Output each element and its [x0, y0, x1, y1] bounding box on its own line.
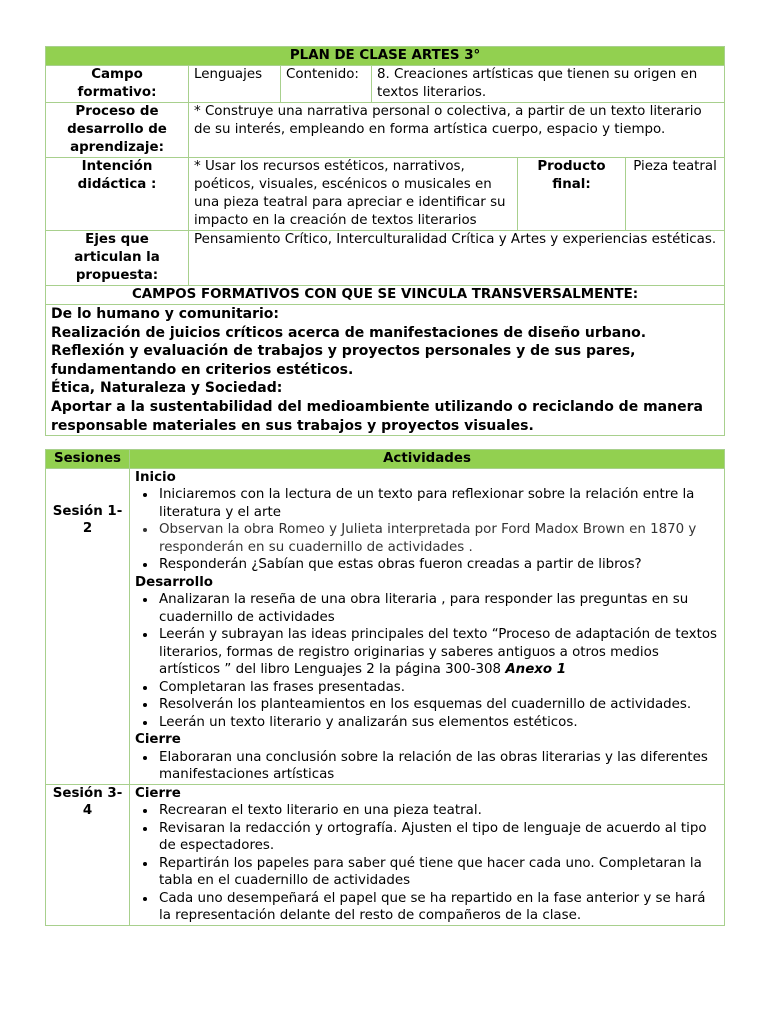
sessions-table [45, 449, 725, 926]
col-sesiones: Sesiones [46, 450, 130, 469]
list-item: • Recrearan el texto literario en una pieza teatral. [157, 802, 719, 820]
session-1-label [46, 468, 130, 784]
session-2-activities [130, 784, 725, 925]
list-item: • Repartirán los papeles para saber qué tiene que hacer cada uno. Completaran la tabla en el cuadernillo de actividades [157, 855, 719, 890]
campos-header: CAMPOS FORMATIVOS CON QUE SE VINCULA TRANSVERSALMENTE: [46, 286, 725, 305]
intencion-label: Intención didáctica : [46, 158, 189, 231]
session-2-label-text: Sesión 3-4 [52, 785, 123, 818]
anexo-label: Anexo 1 [505, 662, 567, 677]
list-item: • Analizaran la reseña de una obra literaria , para responder las preguntas en su cuadernillo de actividades [157, 591, 719, 626]
proceso-value: * Construye una narrativa personal o colectiva, a partir de un texto literario de su interés, empleando en forma artística cuerpo, espacio y tiempo. [189, 103, 725, 158]
list-item: • Completaran las frases presentadas. [157, 679, 719, 697]
list-item [157, 626, 719, 679]
producto-value: Pieza teatral [626, 158, 725, 231]
list-item: • Revisaran la redacción y ortografía. Ajusten el tipo de lenguaje de acuerdo al tipo de espectadores. [157, 820, 719, 855]
ejes-value: Pensamiento Crítico, Interculturalidad Crítica y Artes y experiencias estéticas. [189, 231, 725, 286]
col-actividades: Actividades [130, 450, 725, 469]
cierre-list [135, 802, 719, 925]
campos-line: Aportar a la sustentabilidad del medioambiente utilizando o reciclando de manera responsable materiales en sus trabajos y proyectos visuales. [51, 398, 703, 434]
list-item: • Resolverán los planteamientos en los esquemas del cuadernillo de actividades. [157, 696, 719, 714]
campos-line: Realización de juicios críticos acerca de manifestaciones de diseño urbano. [51, 324, 647, 341]
cierre-heading: Cierre [135, 732, 181, 747]
plan-title: PLAN DE CLASE ARTES 3° [46, 47, 725, 66]
intencion-value: * Usar los recursos estéticos, narrativos, poéticos, visuales, escénicos o musicales en una pieza teatral para apreciar e identificar su impacto en la creación de textos literarios [189, 158, 518, 231]
session-2-label [46, 784, 130, 925]
list-item-text: Leerán y subrayan las ideas principales del texto “Proceso de adaptación de textos literarios, formas de registro originarias y saberes antiguos a otros medios artísticos ” del libro Lenguajes 2 la página 300-308 [159, 627, 717, 677]
list-item: • Cada uno desempeñará el papel que se ha repartido en la fase anterior y se hará la representación delante del resto de compañeros de la clase. [157, 890, 719, 925]
producto-label: Producto final: [518, 158, 626, 231]
ejes-label: Ejes que articulan la propuesta: [46, 231, 189, 286]
desarrollo-heading: Desarrollo [135, 574, 213, 590]
contenido-value: 8. Creaciones artísticas que tienen su origen en textos literarios. [372, 66, 725, 103]
campo-value: Lenguajes [189, 66, 281, 103]
list-item: • Leerán un texto literario y analizarán sus elementos estéticos. [157, 714, 719, 732]
cierre-heading: Cierre [135, 785, 181, 801]
campos-line: De lo humano y comunitario: [51, 306, 280, 322]
list-item: • Elaboraran una conclusión sobre la relación de las obras literarias y las diferentes manifestaciones artísticas [157, 749, 719, 784]
inicio-heading: Inicio [135, 469, 176, 485]
session-1-activities [130, 468, 725, 784]
cierre-list [135, 749, 719, 784]
desarrollo-list [135, 591, 719, 731]
list-item: • Responderán ¿Sabían que estas obras fueron creadas a partir de libros? [157, 556, 719, 574]
inicio-list [135, 486, 719, 574]
campo-label: Campo formativo: [46, 66, 189, 103]
campos-list [46, 305, 725, 436]
plan-table [45, 46, 725, 436]
list-item: • Observan la obra Romeo y Julieta interpretada por Ford Madox Brown en 1870 y responderán en su cuadernillo de actividades . [157, 521, 719, 556]
contenido-label: Contenido: [281, 66, 372, 103]
campos-line: Ética, Naturaleza y Sociedad: [51, 380, 283, 397]
list-item: • Iniciaremos con la lectura de un texto para reflexionar sobre la relación entre la literatura y el arte [157, 486, 719, 521]
campos-line: Reflexión y evaluación de trabajos y proyectos personales y de sus pares, fundamentando en criterios estéticos. [51, 343, 636, 378]
session-1-label-text: Sesión 1-2 [52, 503, 123, 536]
proceso-label: Proceso de desarrollo de aprendizaje: [46, 103, 189, 158]
